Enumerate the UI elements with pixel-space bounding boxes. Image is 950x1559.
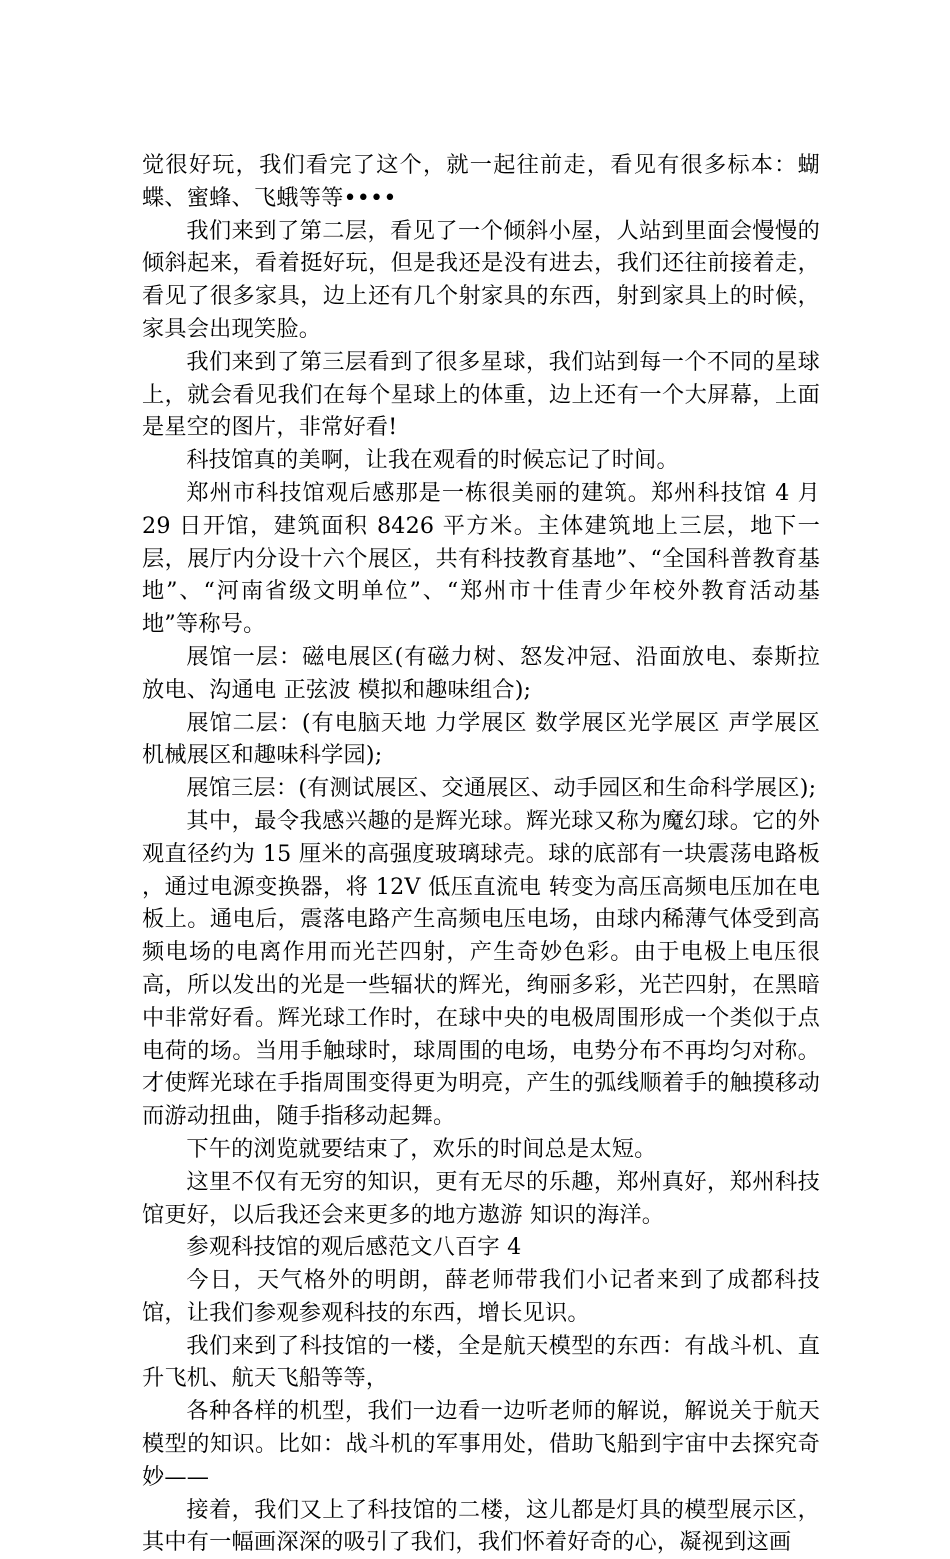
paragraph: 接着，我们又上了科技馆的二楼，这儿都是灯具的模型展示区，其中有一幅画深深的吸引了我们，我们怀着好奇的心，凝视到这画 [142, 1496, 820, 1556]
paragraph: 展馆一层：磁电展区(有磁力树、怒发冲冠、沿面放电、泰斯拉放电、沟通电 正弦波 模拟和趣味组合); [142, 643, 820, 703]
paragraph: 科技馆真的美啊，让我在观看的时候忘记了时间。 [186, 447, 679, 474]
paragraph: 我们来到了科技馆的一楼，全是航天模型的东西：有战斗机、直升飞机、航天飞船等等， [142, 1332, 820, 1392]
document-page [142, 149, 820, 1559]
paragraph-continuation: 觉很好玩，我们看完了这个，就一起往前走，看见有很多标本：蝴蝶、蜜蜂、飞蛾等等•••• [142, 152, 820, 211]
paragraph: 展馆三层：(有测试展区、交通展区、动手园区和生命科学展区); [186, 775, 817, 802]
paragraph: 我们来到了第二层，看见了一个倾斜小屋，人站到里面会慢慢的倾斜起来，看着挺好玩，但是我还是没有进去，我们还往前接着走，看见了很多家具，边上还有几个射家具的东西，射到家具上的时候，家具会出现笑脸。 [142, 217, 820, 342]
paragraph: 下午的浏览就要结束了，欢乐的时间总是太短。 [186, 1135, 657, 1162]
section-heading: 参观科技馆的观后感范文八百字 4 [186, 1234, 522, 1261]
paragraph: 今日，天气格外的明朗，薛老师带我们小记者来到了成都科技馆，让我们参观参观科技的东西，增长见识。 [142, 1267, 820, 1326]
paragraph: 这里不仅有无穷的知识，更有无尽的乐趣，郑州真好，郑州科技馆更好，以后我还会来更多的地方遨游 知识的海洋。 [142, 1168, 820, 1228]
paragraph: 各种各样的机型，我们一边看一边听老师的解说，解说关于航天模型的知识。比如：战斗机的军事用处，借助飞船到宇宙中去探究奇妙—— [142, 1398, 820, 1490]
paragraph: 我们来到了第三层看到了很多星球，我们站到每一个不同的星球上，就会看见我们在每个星球上的体重，边上还有一个大屏幕，上面是星空的图片，非常好看! [142, 348, 820, 441]
paragraph: 郑州市科技馆观后感那是一栋很美丽的建筑。郑州科技馆 4 月 29 日开馆，建筑面积 8426 平方米。主体建筑地上三层，地下一层，展厅内分设十六个展区，共有科技教育基地”、“全国科普教育基地”、“河南省级文明单位”、“郑州市十佳青少年校外教育活动基地”等称号。 [142, 479, 820, 638]
paragraph: 展馆二层：(有电脑天地 力学展区 数学展区光学展区 声学展区 机械展区和趣味科学园); [142, 709, 820, 769]
paragraph: 其中，最令我感兴趣的是辉光球。辉光球又称为魔幻球。它的外观直径约为 15 厘米的高强度玻璃球壳。球的底部有一块震荡电路板 ，通过电源变换器，将 12V 低压直流电 转变为高压高频电压加在电板上。通电后，震落电路产生高频电压电场，由球内稀薄气体受到高频电场的电离作用而光芒四射，产生奇妙色彩。由于电极上电压很高，所以发出的光是一些辐状的辉光，绚丽多彩，光芒四射，在黑暗中非常好看。辉光球工作时，在球中央的电极周围形成一个类似于点电荷的场。当用手触球时，球周围的电场，电势分布不再均匀对称。才使辉光球在手指周围变得更为明亮，产生的弧线顺着手的触摸移动而游动扭曲，随手指移动起舞。 [142, 807, 820, 1130]
